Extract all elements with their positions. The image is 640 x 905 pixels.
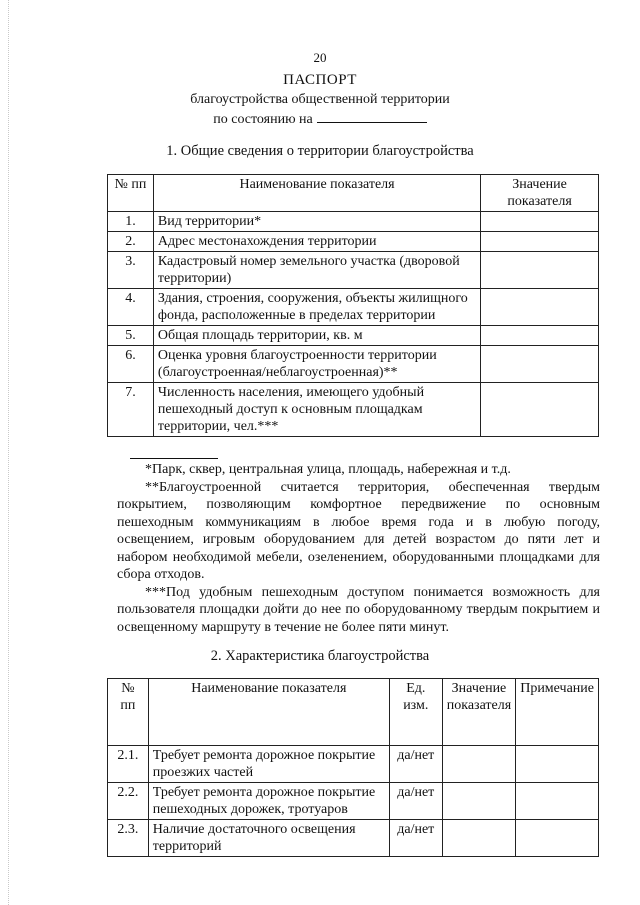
row-note [516, 820, 599, 857]
row-value [481, 212, 599, 232]
as-of-label: по состоянию на [213, 112, 313, 127]
column-header-note: Примечание [516, 679, 599, 746]
table-row [108, 383, 599, 437]
row-name: Наличие достаточного освещения территорий [148, 820, 389, 857]
row-unit: да/нет [389, 746, 442, 783]
table-header-row [108, 679, 599, 746]
row-name: Вид территории* [153, 212, 480, 232]
row-unit: да/нет [389, 783, 442, 820]
document-title: ПАСПОРТ [283, 72, 357, 88]
table-row [108, 820, 599, 857]
row-number: 2.1. [108, 746, 149, 783]
column-header-value: Значение показателя [481, 175, 599, 212]
row-number: 1. [108, 212, 154, 232]
as-of-line [0, 110, 640, 128]
row-value [481, 326, 599, 346]
row-name: Общая площадь территории, кв. м [153, 326, 480, 346]
row-number: 4. [108, 289, 154, 326]
row-number: 3. [108, 252, 154, 289]
column-header-name: Наименование показателя [148, 679, 389, 746]
table-row [108, 346, 599, 383]
footnote-3: ***Под удобным пешеходным доступом понимается возможность для пользователя площадки дойти до нее по оборудованному твердым покрытием и освещенному маршруту в течение не более пяти минут. [117, 584, 600, 635]
improvement-characteristics-table [107, 678, 599, 857]
table-row [108, 289, 599, 326]
column-header-value: Значение показателя [442, 679, 515, 746]
table-row [108, 326, 599, 346]
row-note [516, 746, 599, 783]
row-value [481, 289, 599, 326]
row-name: Требует ремонта дорожное покрытие пешеходных дорожек, тротуаров [148, 783, 389, 820]
row-name: Требует ремонта дорожное покрытие проезжих частей [148, 746, 389, 783]
footnote-separator [130, 458, 218, 459]
row-number: 2. [108, 232, 154, 252]
as-of-blank-field [317, 110, 427, 123]
row-value [481, 252, 599, 289]
footnote-2: **Благоустроенной считается территория, обеспеченная твердым покрытием, позволяющим комфортное передвижение по основным пешеходным коммуникациям в любое время года и в любую погоду, освещением, игровым оборудованием для детей возрастом до пяти лет и набором необходимой мебели, озеленением, оборудованными площадками для сбора отходов. [117, 479, 600, 582]
row-name: Оценка уровня благоустроенности территории (благоустроенная/неблагоустроенная)** [153, 346, 480, 383]
column-header-unit: Ед. изм. [389, 679, 442, 746]
row-value [442, 783, 515, 820]
column-header-number: № пп [108, 175, 154, 212]
row-number: 5. [108, 326, 154, 346]
table-row [108, 746, 599, 783]
table-row [108, 783, 599, 820]
table-row [108, 212, 599, 232]
row-value [481, 346, 599, 383]
binding-margin-line [8, 0, 10, 905]
row-name: Здания, строения, сооружения, объекты жилищного фонда, расположенные в пределах территории [153, 289, 480, 326]
table-header-row [108, 175, 599, 212]
page-number: 20 [313, 50, 327, 65]
footnotes [117, 461, 600, 636]
document-subtitle: благоустройства общественной территории [190, 92, 450, 107]
row-value [442, 746, 515, 783]
row-value [481, 232, 599, 252]
row-name: Численность населения, имеющего удобный пешеходный доступ к основным площадкам территории, чел.*** [153, 383, 480, 437]
general-info-table [107, 174, 599, 437]
row-note [516, 783, 599, 820]
table-row [108, 252, 599, 289]
footnote-1: *Парк, сквер, центральная улица, площадь, набережная и т.д. [145, 462, 511, 477]
row-name: Кадастровый номер земельного участка (дворовой территории) [153, 252, 480, 289]
section2-heading: 2. Характеристика благоустройства [210, 648, 430, 664]
row-number: 2.2. [108, 783, 149, 820]
section1-heading: 1. Общие сведения о территории благоустройства [166, 143, 474, 159]
row-value [481, 383, 599, 437]
row-number: 2.3. [108, 820, 149, 857]
column-header-number: № пп [108, 679, 149, 746]
table-row [108, 232, 599, 252]
row-unit: да/нет [389, 820, 442, 857]
row-value [442, 820, 515, 857]
row-number: 6. [108, 346, 154, 383]
row-name: Адрес местонахождения территории [153, 232, 480, 252]
column-header-name: Наименование показателя [153, 175, 480, 212]
row-number: 7. [108, 383, 154, 437]
